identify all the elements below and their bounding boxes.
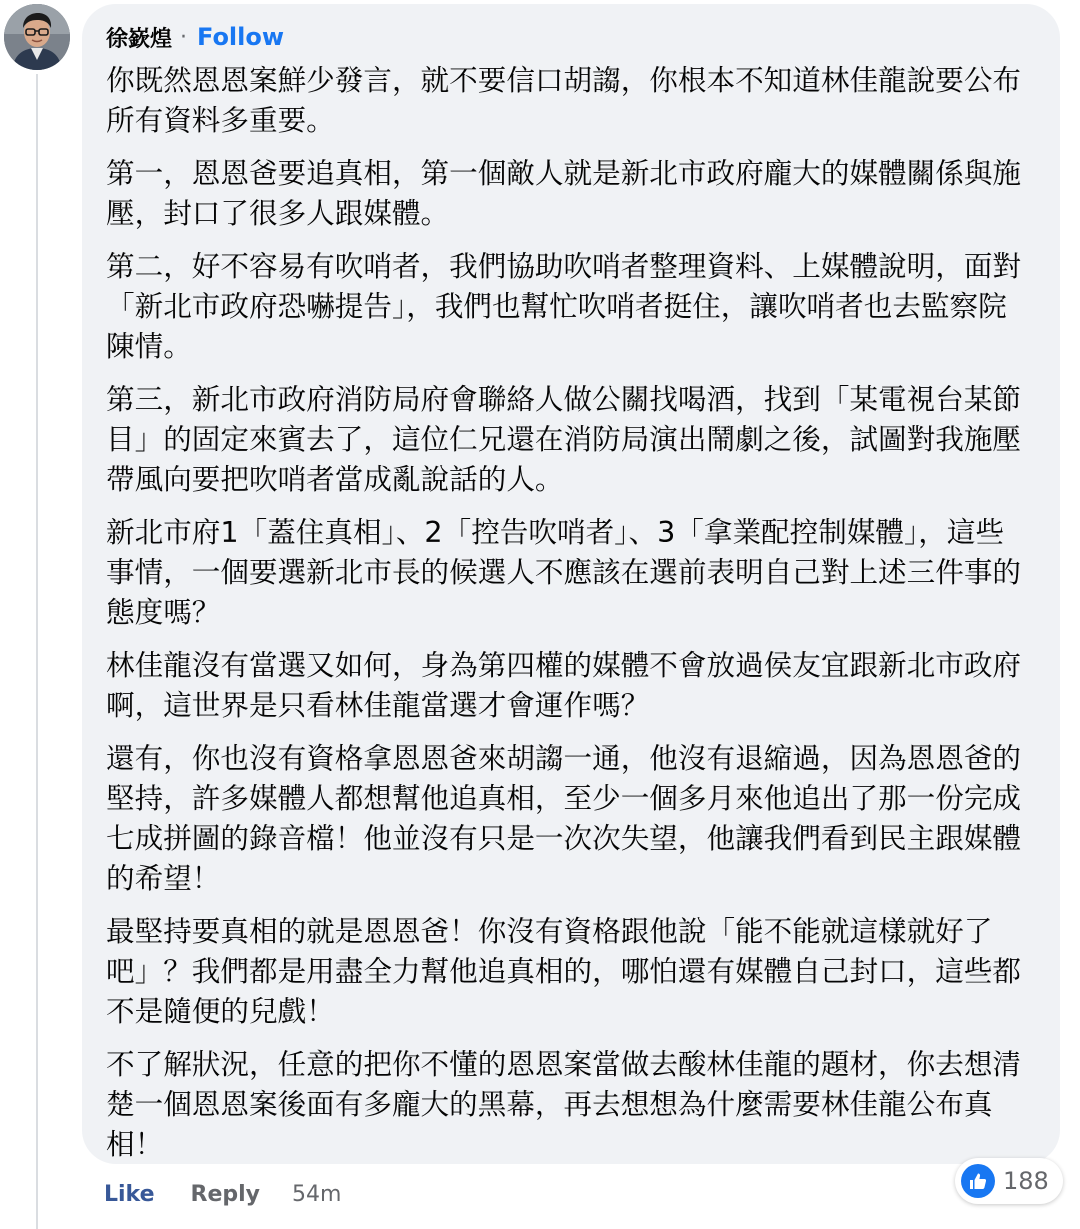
thumbs-up-icon bbox=[961, 1164, 995, 1198]
comment-paragraph: 第三，新北市政府消防局府會聯絡人做公關找喝酒，找到「某電視台某節目」的固定來賓去了，這位仁兄還在消防局演出鬧劇之後，試圖對我施壓帶風向要把吹哨者當成亂說話的人。 bbox=[106, 382, 1022, 496]
comment-body bbox=[106, 60, 1036, 1164]
like-button[interactable]: Like bbox=[104, 1182, 155, 1207]
reaction-summary[interactable] bbox=[955, 1158, 1063, 1204]
author-name[interactable]: 徐嶔煌 bbox=[106, 26, 173, 52]
comment-actions bbox=[104, 1182, 341, 1207]
thread-line bbox=[36, 74, 38, 1229]
comment-header bbox=[106, 22, 1036, 52]
comment-paragraph: 林佳龍沒有當選又如何，身為第四權的媒體不會放過侯友宜跟新北市政府啊，這世界是只看林佳龍當選才會運作嗎？ bbox=[106, 648, 1022, 722]
comment-paragraph: 第一，恩恩爸要追真相，第一個敵人就是新北市政府龐大的媒體關係與施壓，封口了很多人跟媒體。 bbox=[106, 156, 1022, 230]
comment-paragraph: 還有，你也沒有資格拿恩恩爸來胡謅一通，他沒有退縮過，因為恩恩爸的堅持，許多媒體人都想幫他追真相，至少一個多月來他追出了那一份完成七成拼圖的錄音檔！他並沒有只是一次次失望，他讓我們看到民主跟媒體的希望！ bbox=[106, 741, 1022, 895]
follow-button[interactable]: Follow bbox=[197, 23, 285, 51]
separator-dot: · bbox=[180, 24, 188, 50]
comment-timestamp[interactable]: 54m bbox=[292, 1182, 342, 1207]
author-avatar[interactable] bbox=[4, 4, 70, 70]
comment-paragraph: 不了解狀況，任意的把你不懂的恩恩案當做去酸林佳龍的題材，你去想清楚一個恩恩案後面有多龐大的黑幕，再去想想為什麼需要林佳龍公布真相！ bbox=[106, 1047, 1022, 1161]
reply-button[interactable]: Reply bbox=[190, 1182, 261, 1207]
comment-bubble bbox=[82, 4, 1060, 1164]
comment-paragraph: 新北市府1「蓋住真相」、2「控告吹哨者」、3「拿業配控制媒體」，這些事情，一個要選新北市長的候選人不應該在選前表明自己對上述三件事的態度嗎？ bbox=[106, 515, 1022, 629]
comment-paragraph: 最堅持要真相的就是恩恩爸！你沒有資格跟他說「能不能就這樣就好了吧」？我們都是用盡全力幫他追真相的，哪怕還有媒體自己封口，這些都不是隨便的兒戲！ bbox=[106, 914, 1022, 1028]
comment-paragraph: 你既然恩恩案鮮少發言，就不要信口胡謅，你根本不知道林佳龍說要公布所有資料多重要。 bbox=[106, 63, 1022, 137]
avatar-photo bbox=[4, 4, 70, 70]
comment-paragraph: 第二，好不容易有吹哨者，我們協助吹哨者整理資料、上媒體說明，面對「新北市政府恐嚇提告」，我們也幫忙吹哨者挺住，讓吹哨者也去監察院陳情。 bbox=[106, 249, 1022, 363]
reaction-count: 188 bbox=[1003, 1167, 1049, 1195]
